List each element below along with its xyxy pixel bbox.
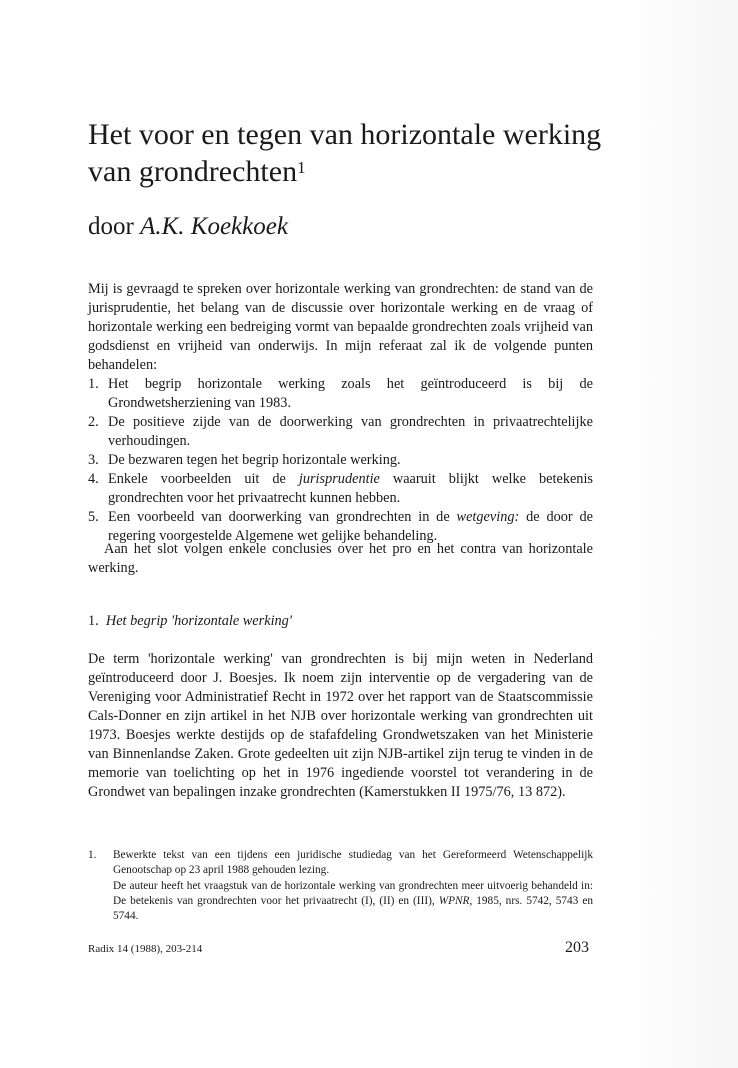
- list-item: [88, 451, 593, 470]
- section-heading: [88, 612, 292, 631]
- list-item-number: 1.: [88, 376, 99, 392]
- list-item-number: 3.: [88, 452, 99, 468]
- footnote-number: 1.: [88, 849, 97, 861]
- footnote-line: [113, 879, 593, 925]
- list-item-text: De positieve zijde van de doorwerking van grondrechten in privaatrechtelijke verhoudingen.: [108, 414, 593, 449]
- footnote-text-part: , 1985, nrs. 5742, 5743 en 5744.: [113, 894, 593, 923]
- section-paragraph: De term 'horizontale werking' van grondrechten is bij mijn weten in Nederland geïntroduceerd door J. Boesjes. Ik noem zijn interventie op de vergadering van de Vereniging voor Administratief Recht in 1972 over het rapport van de Staatscommissie Cals-Donner en zijn artikel in het NJB over horizontale werking van grondrechten uit 1973. Boesjes werkte destijds op de stafafdeling Grondwetszaken van het Ministerie van Binnenlandse Zaken. Grote gedeelten uit zijn NJB-artikel zijn terug te vinden in de memorie van toelichting op het in 1976 ingediende voorstel tot verandering in de Grondwet van bepalingen inzake grondrechten (Kamerstukken II 1975/76, 13 872).: [88, 651, 593, 800]
- author-name: A.K. Koekkoek: [140, 213, 288, 240]
- footnote-text-part: De auteur heeft het vraagstuk van de horizontale werking van grondrechten meer uitvoerig behandeld in: De betekenis van grondrechten voor het privaatrecht (I), (II) en (III),: [113, 879, 593, 907]
- list-item-text: waaruit blijkt welke betekenis grondrechten voor het privaatrecht kunnen hebben.: [108, 471, 593, 506]
- section-number: 1.: [88, 613, 99, 629]
- author-prefix: door: [88, 213, 134, 240]
- list-item-text: de door de regering voorgestelde Algemene wet gelijke behandeling.: [108, 509, 593, 544]
- footnote: [88, 848, 593, 924]
- closing-paragraph: Aan het slot volgen enkele conclusies over het pro en het contra van horizontale werking.: [88, 541, 593, 576]
- list-item: [88, 413, 593, 451]
- footnote-text: [113, 848, 593, 924]
- article-title-text: Het voor en tegen van horizontale werking van grondrechten: [88, 118, 602, 188]
- title-footnote-marker[interactable]: 1: [297, 158, 306, 177]
- list-item-text: Enkele voorbeelden uit de: [108, 471, 299, 487]
- list-item-number: 5.: [88, 509, 99, 525]
- author-line: [88, 212, 288, 242]
- list-item-text: Een voorbeeld van doorwerking van grondrechten in de: [108, 509, 457, 525]
- journal-citation: Radix 14 (1988), 203-214: [88, 943, 203, 955]
- points-list: [88, 375, 593, 546]
- list-item-text: De bezwaren tegen het begrip horizontale werking.: [108, 452, 401, 468]
- list-item-emphasis: jurisprudentie: [298, 471, 380, 487]
- footnote-emphasis: WPNR: [438, 894, 470, 907]
- list-item-number: 2.: [88, 414, 99, 430]
- list-item-emphasis: wetgeving:: [456, 509, 520, 525]
- list-item: [88, 375, 593, 413]
- section-heading-text: Het begrip 'horizontale werking': [105, 613, 292, 629]
- page-number: 203: [565, 939, 589, 956]
- list-item: [88, 470, 593, 508]
- list-item-number: 4.: [88, 471, 99, 487]
- article-title: [88, 116, 648, 190]
- intro-paragraph: Mij is gevraagd te spreken over horizontale werking van grondrechten: de stand van de jurisprudentie, het belang van de discussie over horizontale werking en de vraag of horizontale werking een bedreiging vormt van bepaalde grondrechten zoals vrijheid van godsdienst en vrijheid van onderwijs. In mijn referaat zal ik de volgende punten behandelen:: [88, 281, 593, 373]
- footnote-line: Bewerkte tekst van een tijdens een juridische studiedag van het Gereformeerd Wetenschappelijk Genootschap op 23 april 1988 gehouden lezing.: [113, 849, 593, 877]
- list-item-text: Het begrip horizontale werking zoals het geïntroduceerd is bij de Grondwetsherziening van 1983.: [108, 376, 593, 411]
